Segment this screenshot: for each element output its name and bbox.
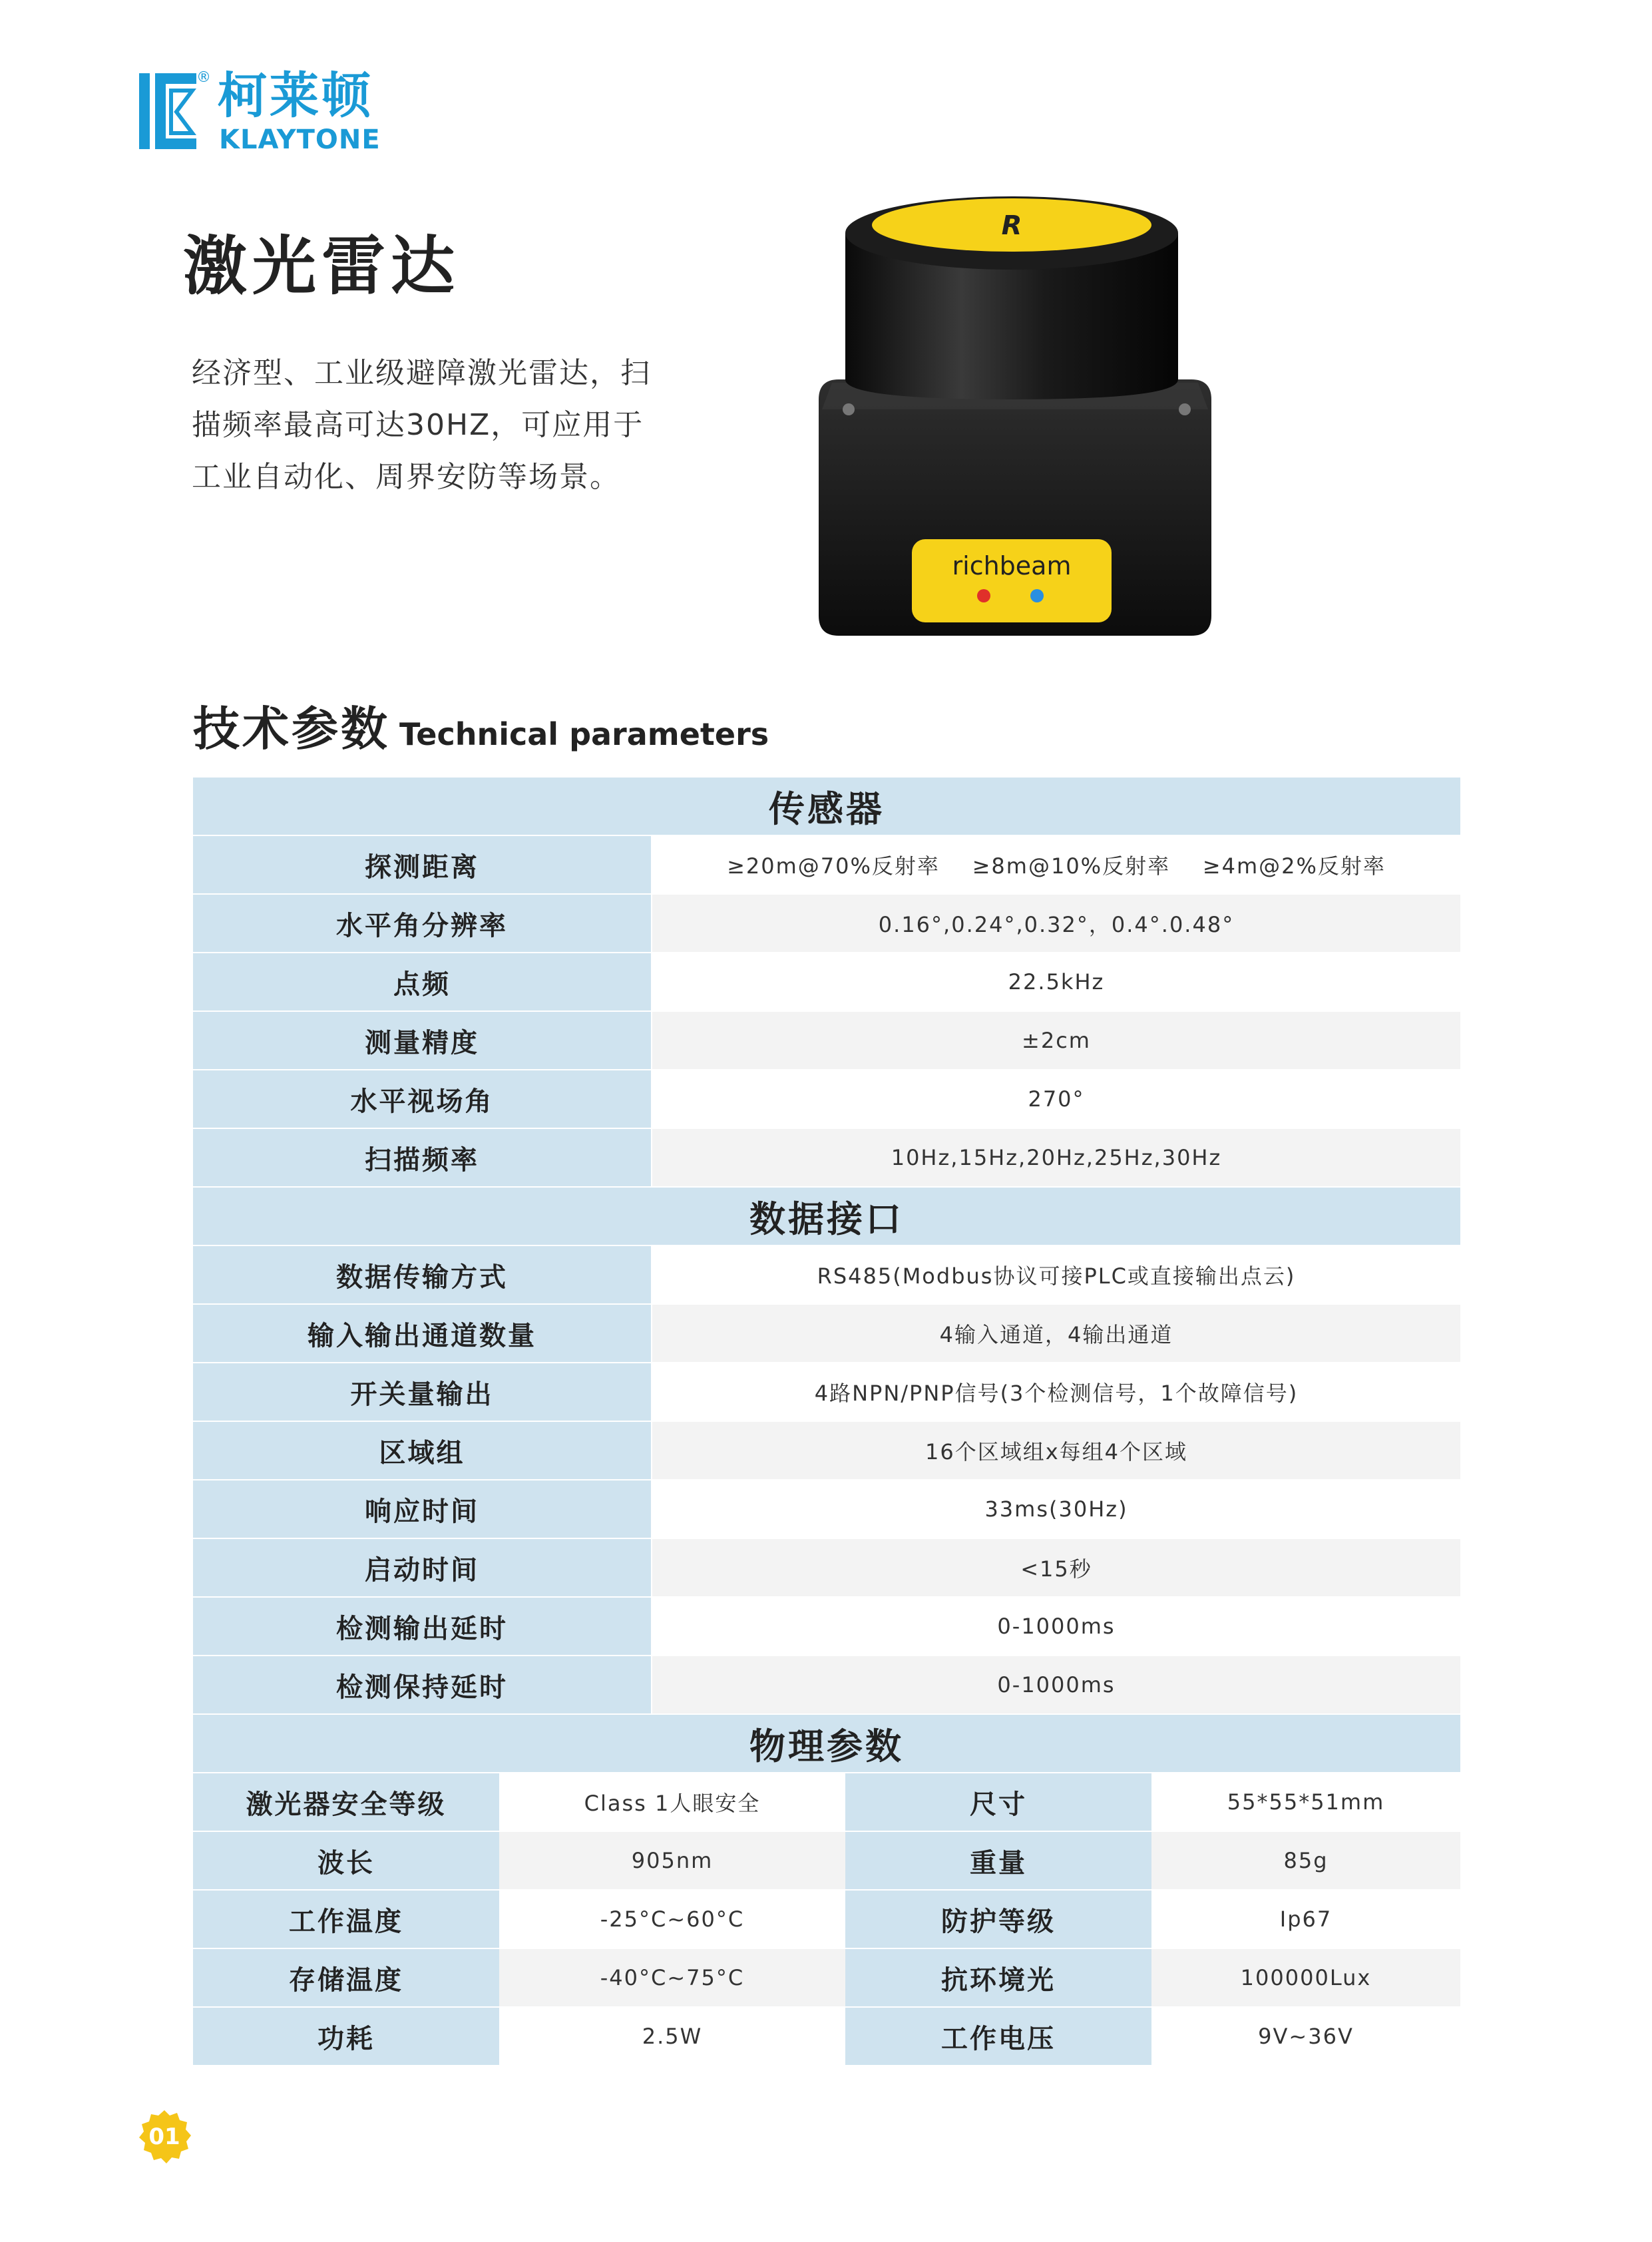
row-value: 270° [652, 1070, 1460, 1128]
table-row [193, 1246, 1460, 1305]
registered-mark: ® [196, 69, 211, 86]
table-row [193, 1539, 1460, 1598]
spec-table [193, 778, 1460, 2066]
table-row [193, 895, 1460, 953]
page-title: 激光雷达 [183, 229, 460, 304]
row-label: 水平角分辨率 [193, 895, 652, 952]
row-label: 工作电压 [845, 2008, 1151, 2065]
row-value: 4输入通道，4输出通道 [652, 1305, 1460, 1362]
table-row [193, 1773, 1460, 1832]
table-row [193, 1891, 1460, 1949]
intro-line: 工业自动化、周界安防等场景。 [192, 460, 620, 494]
section-header-physical [193, 1715, 1460, 1773]
row-value: 9V~36V [1151, 2008, 1460, 2065]
row-label: 防护等级 [845, 1891, 1151, 1948]
blue-indicator-led [1030, 589, 1044, 602]
page-number-badge [136, 2109, 192, 2165]
row-label: 区域组 [193, 1422, 652, 1479]
section-title: 物理参数 [749, 1725, 904, 1767]
row-label: 检测保持延时 [193, 1656, 652, 1713]
row-value: ≥20m@70%反射率 ≥8m@10%反射率 ≥4m@2%反射率 [652, 836, 1460, 893]
table-row [193, 1598, 1460, 1656]
row-label: 存储温度 [193, 1949, 499, 2006]
row-label: 波长 [193, 1832, 499, 1889]
top-mark: R [1001, 210, 1022, 241]
row-value: <15秒 [652, 1539, 1460, 1596]
section-title: 传感器 [769, 787, 885, 830]
row-value: 16个区域组x每组4个区域 [652, 1422, 1460, 1479]
table-row [193, 1070, 1460, 1129]
row-value: 33ms(30Hz) [652, 1480, 1460, 1538]
table-row [193, 1363, 1460, 1422]
table-row [193, 836, 1460, 895]
row-label: 数据传输方式 [193, 1246, 652, 1303]
row-label: 响应时间 [193, 1480, 652, 1538]
row-label: 测量精度 [193, 1012, 652, 1069]
row-value: RS485(Modbus协议可接PLC或直接输出点云) [652, 1246, 1460, 1303]
row-label: 工作温度 [193, 1891, 499, 1948]
row-value: 4路NPN/PNP信号(3个检测信号，1个故障信号) [652, 1363, 1460, 1421]
row-value: -40°C~75°C [499, 1949, 845, 2006]
row-label: 重量 [845, 1832, 1151, 1889]
row-value: Ip67 [1151, 1891, 1460, 1948]
table-row [193, 1480, 1460, 1539]
row-label: 探测距离 [193, 836, 652, 893]
table-row [193, 1012, 1460, 1070]
row-value: 0-1000ms [652, 1598, 1460, 1655]
table-row [193, 953, 1460, 1012]
red-indicator-led [977, 589, 990, 602]
table-row [193, 2008, 1460, 2066]
intro-text [192, 347, 698, 503]
row-value: ±2cm [652, 1012, 1460, 1069]
table-row [193, 1305, 1460, 1363]
row-label: 水平视场角 [193, 1070, 652, 1128]
row-label: 检测输出延时 [193, 1598, 652, 1655]
row-value: 0-1000ms [652, 1656, 1460, 1713]
lidar-product-image [792, 180, 1231, 646]
row-label: 扫描频率 [193, 1129, 652, 1186]
row-value: 55*55*51mm [1151, 1773, 1460, 1831]
table-row [193, 1129, 1460, 1188]
row-value: -25°C~60°C [499, 1891, 845, 1948]
tech-heading-cn: 技术参数 [193, 702, 390, 756]
technical-parameters-heading [193, 699, 769, 772]
row-label: 尺寸 [845, 1773, 1151, 1831]
row-value: 10Hz,15Hz,20Hz,25Hz,30Hz [652, 1129, 1460, 1186]
row-value: Class 1人眼安全 [499, 1773, 845, 1831]
page-number: 01 [148, 2124, 180, 2150]
row-label: 启动时间 [193, 1539, 652, 1596]
section-title: 数据接口 [749, 1198, 904, 1240]
row-value: 85g [1151, 1832, 1460, 1889]
brand-label: richbeam [952, 551, 1072, 580]
row-value: 905nm [499, 1832, 845, 1889]
row-value: 100000Lux [1151, 1949, 1460, 2006]
intro-line: 描频率最高可达30HZ，可应用于 [192, 408, 644, 442]
row-label: 功耗 [193, 2008, 499, 2065]
row-label: 输入输出通道数量 [193, 1305, 652, 1362]
table-row [193, 1949, 1460, 2008]
row-label: 点频 [193, 953, 652, 1010]
logo-chinese-name: 柯莱顿 [218, 67, 373, 124]
intro-line: 经济型、工业级避障激光雷达，扫 [192, 356, 651, 390]
row-label: 抗环境光 [845, 1949, 1151, 2006]
section-header-sensor [193, 778, 1460, 836]
row-value: 2.5W [499, 2008, 845, 2065]
section-header-data-interface [193, 1188, 1460, 1246]
logo-english-name: KLAYTONE [219, 124, 381, 155]
row-value: 22.5kHz [652, 953, 1460, 1010]
row-label: 开关量输出 [193, 1363, 652, 1421]
klaytone-logo-icon [136, 68, 203, 154]
table-row [193, 1832, 1460, 1891]
row-label: 激光器安全等级 [193, 1773, 499, 1831]
table-row [193, 1656, 1460, 1715]
company-logo [136, 68, 396, 158]
tech-heading-en: Technical parameters [399, 716, 769, 752]
table-row [193, 1422, 1460, 1480]
row-value: 0.16°,0.24°,0.32°，0.4°.0.48° [652, 895, 1460, 952]
